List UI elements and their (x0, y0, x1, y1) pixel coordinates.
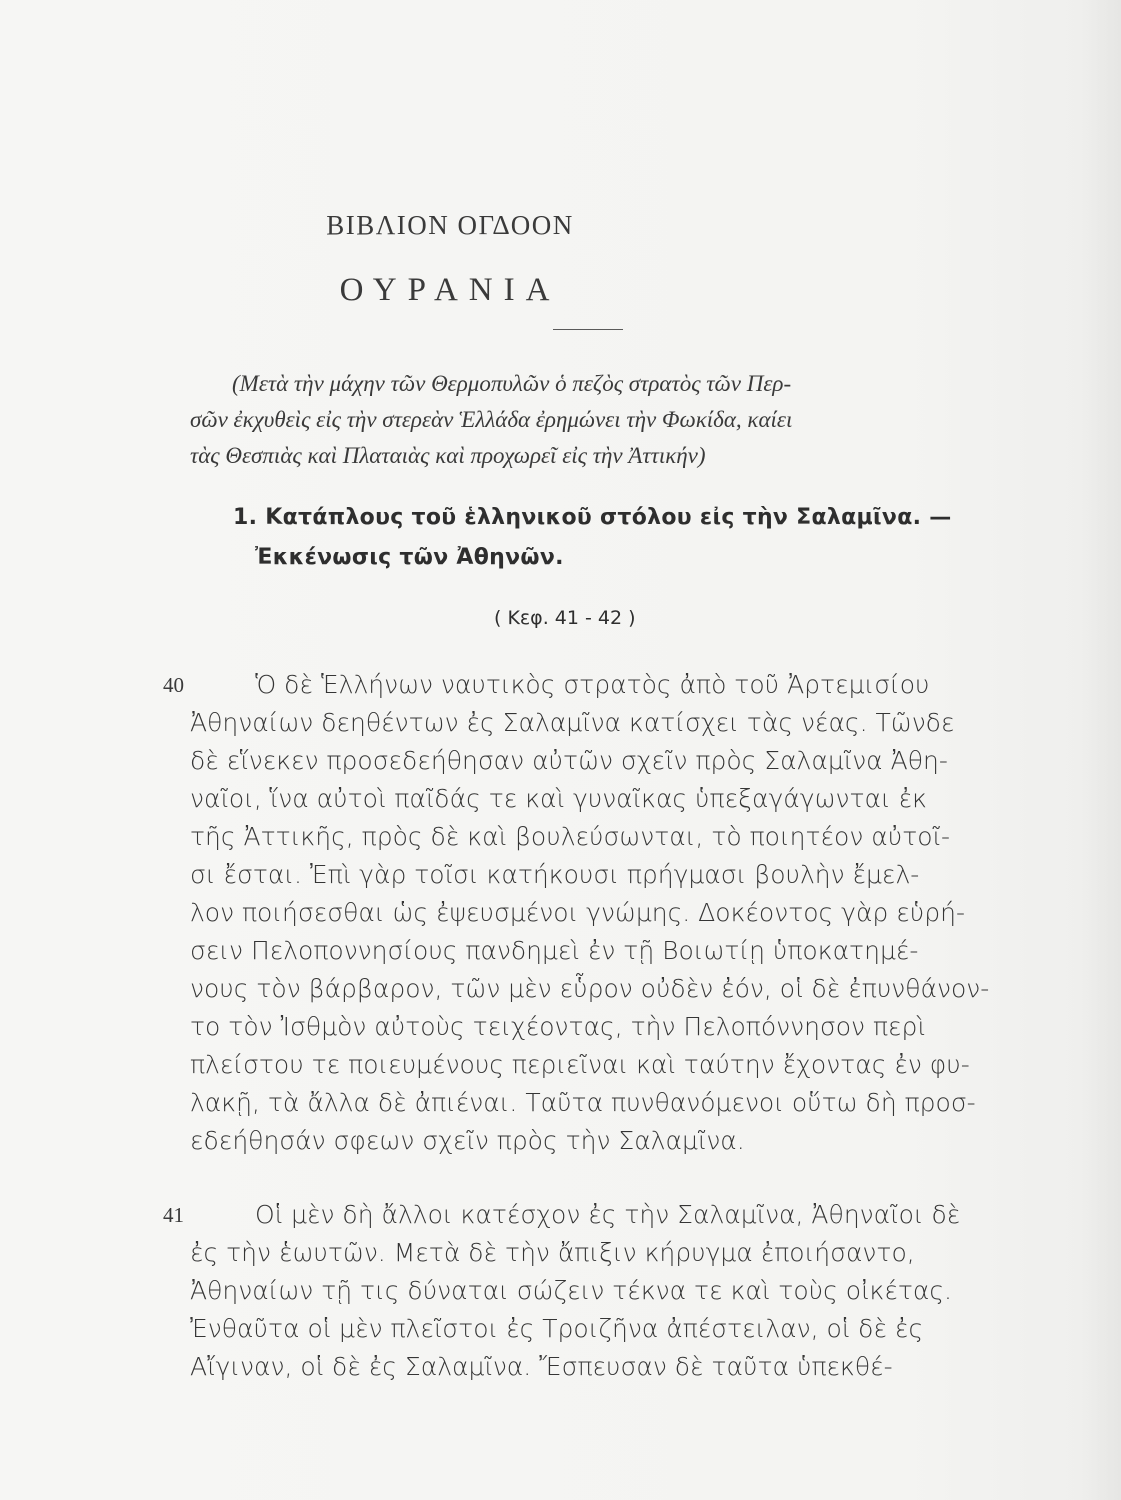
margin-number: 41 (163, 1203, 184, 1227)
paragraph-40 (190, 666, 1040, 1160)
text-line: Ἀθηναίων τῇ τις δύναται σώζειν τέκνα τε καὶ τοὺς οἰκέτας. (190, 1276, 952, 1305)
text-line: λακῇ, τὰ ἄλλα δὲ ἀπιέναι. Ταῦτα πυνθανόμενοι οὕτω δὴ προσ- (190, 1088, 976, 1117)
text-line: λον ποιήσεσθαι ὡς ἐψευσμένοι γνώμης. Δοκέοντος γὰρ εὑρή- (190, 898, 965, 927)
title-divider (553, 329, 623, 330)
text-line: νους τὸν βάρβαρον, τῶν μὲν εὗρον οὐδὲν ἐόν, οἱ δὲ ἐπυνθάνον- (190, 974, 990, 1003)
section-heading-line: 1. Κατάπλους τοῦ ἑλληνικοῦ στόλου εἰς τὴν Σαλαμῖνα. — (233, 505, 952, 530)
summary-line: τὰς Θεσπιὰς καὶ Πλαταιὰς καὶ προχωρεῖ εἰς τὴν Ἀττικήν) (190, 443, 706, 468)
text-line: εδεήθησάν σφεων σχεῖν πρὸς τὴν Σαλαμῖνα. (190, 1126, 745, 1155)
chapter-reference: ( Κεφ. 41 - 42 ) (494, 607, 636, 629)
text-line: Ὁ δὲ Ἑλλήνων ναυτικὸς στρατὸς ἀπὸ τοῦ Ἀρτεμισίου (255, 670, 930, 699)
paragraph-41 (190, 1196, 1040, 1386)
text-line: σειν Πελοποννησίους πανδημεὶ ἐν τῇ Βοιωτίῃ ὑποκατημέ- (190, 936, 919, 965)
section-heading (233, 498, 1013, 578)
text-line: πλείστου τε ποιευμένους περιεῖναι καὶ ταύτην ἔχοντας ἐν φυ- (190, 1050, 970, 1079)
section-heading-line: Ἐκκένωσις τῶν Ἀθηνῶν. (255, 545, 564, 570)
text-line: Οἱ μὲν δὴ ἄλλοι κατέσχον ἐς τὴν Σαλαμῖνα, Ἀθηναῖοι δὲ (255, 1200, 961, 1229)
book-title: ΒΙΒΛΙΟΝ ΟΓΔΟΟΝ (326, 210, 574, 240)
text-line: δὲ εἵνεκεν προσεδεήθησαν αὐτῶν σχεῖν πρὸς Σαλαμῖνα Ἀθη- (190, 746, 948, 775)
text-line: ἐς τὴν ἑωυτῶν. Μετὰ δὲ τὴν ἄπιξιν κήρυγμα ἐποιήσαντο, (190, 1238, 915, 1267)
summary-line: σῶν ἐκχυθεὶς εἰς τὴν στερεὰν Ἑλλάδα ἐρημώνει τὴν Φωκίδα, καίει (190, 407, 793, 432)
text-line: Ἐνθαῦτα οἱ μὲν πλεῖστοι ἐς Τροιζῆνα ἀπέστειλαν, οἱ δὲ ἐς (190, 1314, 924, 1343)
page-edge-shadow (1081, 0, 1121, 1500)
text-line: ναῖοι, ἵνα αὐτοὶ παῖδάς τε καὶ γυναῖκας ὑπεξαγάγωνται ἐκ (190, 784, 927, 813)
text-line: Αἴγιναν, οἱ δὲ ἐς Σαλαμῖνα. Ἔσπευσαν δὲ ταῦτα ὑπεκθέ- (190, 1352, 893, 1381)
margin-number: 40 (163, 673, 184, 697)
text-line: τῆς Ἀττικῆς, πρὸς δὲ καὶ βουλεύσωνται, τὸ ποιητέον αὐτοῖ- (190, 822, 951, 851)
text-line: Ἀθηναίων δεηθέντων ἐς Σαλαμῖνα κατίσχει τὰς νέας. Τῶνδε (190, 708, 955, 737)
book-name: ΟΥΡΑΝΙΑ (339, 272, 561, 308)
summary-line: (Μετὰ τὴν μάχην τῶν Θερμοπυλῶν ὁ πεζὸς στρατὸς τῶν Περ- (232, 371, 792, 396)
text-line: σι ἔσται. Ἐπὶ γὰρ τοῖσι κατήκουσι πρήγμασι βουλὴν ἔμελ- (190, 860, 920, 889)
book-summary (190, 366, 1020, 474)
text-line: το τὸν Ἰσθμὸν αὐτοὺς τειχέοντας, τὴν Πελοπόννησον περὶ (190, 1012, 926, 1041)
